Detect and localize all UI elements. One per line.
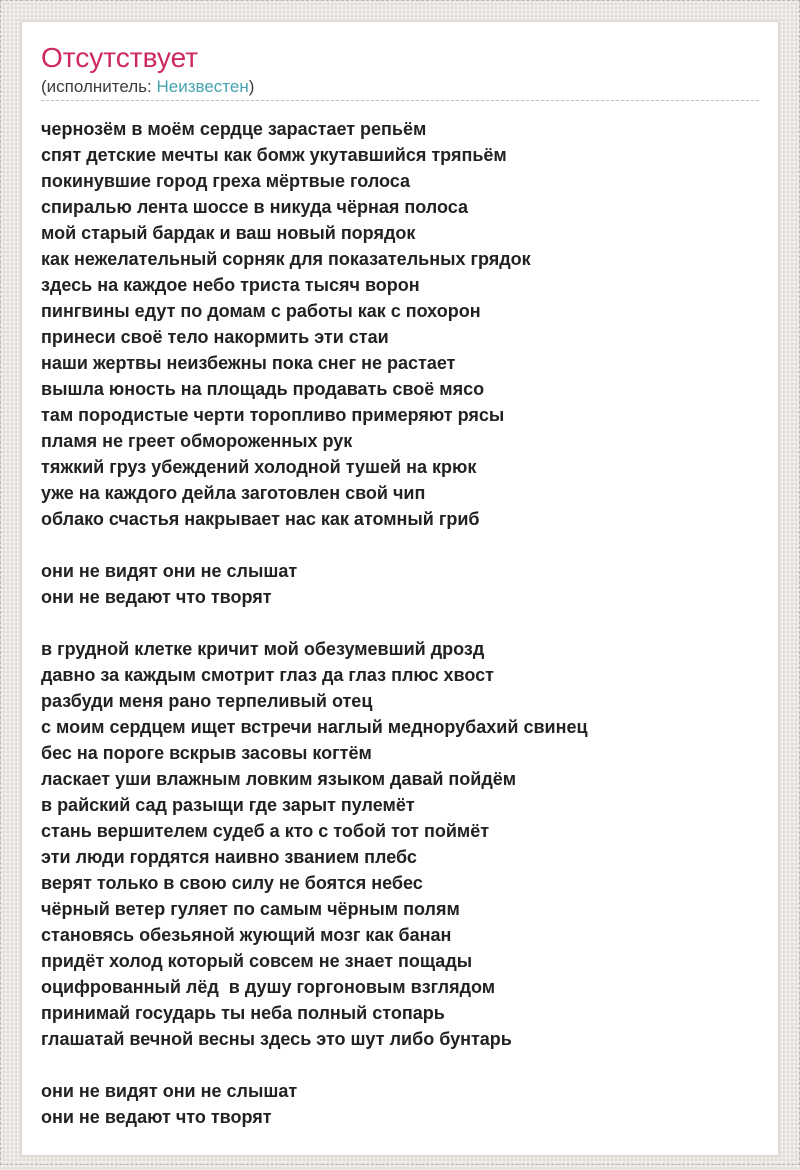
stanza: [41, 116, 759, 532]
lyric-line: бес на пороге вскрыв засовы когтём: [41, 743, 372, 764]
lyric-line: наши жертвы неизбежны пока снег не растает: [41, 353, 456, 374]
lyric-line: мой старый бардак и ваш новый порядок: [41, 223, 416, 244]
lyric-line: эти люди гордятся наивно званием плебс: [41, 847, 417, 868]
lyrics-text: [22, 101, 778, 1155]
artist-label-prefix: (исполнитель:: [41, 77, 157, 97]
page-title: Отсутствует: [41, 42, 199, 73]
lyric-line: чёрный ветер гуляет по самым чёрным полям: [41, 899, 460, 920]
song-header: [41, 22, 759, 101]
lyric-line: разбуди меня рано терпеливый отец: [41, 691, 373, 712]
lyric-line: там породистые черти торопливо примеряют рясы: [41, 405, 505, 426]
lyric-line: стань вершителем судеб а кто с тобой тот поймёт: [41, 821, 490, 842]
lyric-line: тяжкий груз убеждений холодной тушей на крюк: [41, 457, 477, 478]
lyric-line: в грудной клетке кричит мой обезумевший дрозд: [41, 639, 485, 660]
lyric-line: давно за каждым смотрит глаз да глаз плюс хвост: [41, 665, 494, 686]
stanza: [41, 1078, 759, 1130]
lyric-line: в райский сад разыщи где зарыт пулемёт: [41, 795, 415, 816]
lyric-line: ласкает уши влажным ловким языком давай пойдём: [41, 769, 517, 790]
lyric-line: здесь на каждое небо триста тысяч ворон: [41, 275, 420, 296]
artist-link[interactable]: Неизвестен: [156, 77, 249, 97]
lyric-line: облако счастья накрывает нас как атомный гриб: [41, 509, 480, 530]
lyric-line: они не видят они не слышат: [41, 1081, 298, 1102]
lyric-line: принимай государь ты неба полный стопарь: [41, 1003, 445, 1024]
lyric-line: они не видят они не слышат: [41, 561, 298, 582]
lyric-line: вышла юность на площадь продавать своё мясо: [41, 379, 485, 400]
stanza: [41, 558, 759, 610]
artist-line: [41, 77, 759, 97]
artist-label-suffix: ): [248, 77, 255, 97]
lyric-line: принеси своё тело накормить эти стаи: [41, 327, 389, 348]
lyric-line: верят только в свою силу не боятся небес: [41, 873, 423, 894]
lyric-line: становясь обезьяной жующий мозг как банан: [41, 925, 452, 946]
lyric-line: чернозём в моём сердце зарастает репьём: [41, 119, 427, 140]
content-card: [21, 21, 779, 1156]
lyric-line: пламя не греет обмороженных рук: [41, 431, 353, 452]
lyric-line: оцифрованный лёд в душу горгоновым взглядом: [41, 977, 496, 998]
lyric-line: как нежелательный сорняк для показательных грядок: [41, 249, 531, 270]
stanza: [41, 636, 759, 1052]
lyric-line: пингвины едут по домам с работы как с похорон: [41, 301, 481, 322]
lyric-line: они не ведают что творят: [41, 1107, 272, 1128]
lyric-line: покинувшие город греха мёртвые голоса: [41, 171, 411, 192]
lyric-line: уже на каждого дейла заготовлен свой чип: [41, 483, 426, 504]
lyric-line: с моим сердцем ищет встречи наглый меднорубахий свинец: [41, 717, 588, 738]
lyric-line: глашатай вечной весны здесь это шут либо бунтарь: [41, 1029, 512, 1050]
lyric-line: спиралью лента шоссе в никуда чёрная полоса: [41, 197, 468, 218]
lyric-line: спят детские мечты как бомж укутавшийся тряпьём: [41, 145, 507, 166]
lyric-line: придёт холод который совсем не знает пощады: [41, 951, 473, 972]
lyric-line: они не ведают что творят: [41, 587, 272, 608]
